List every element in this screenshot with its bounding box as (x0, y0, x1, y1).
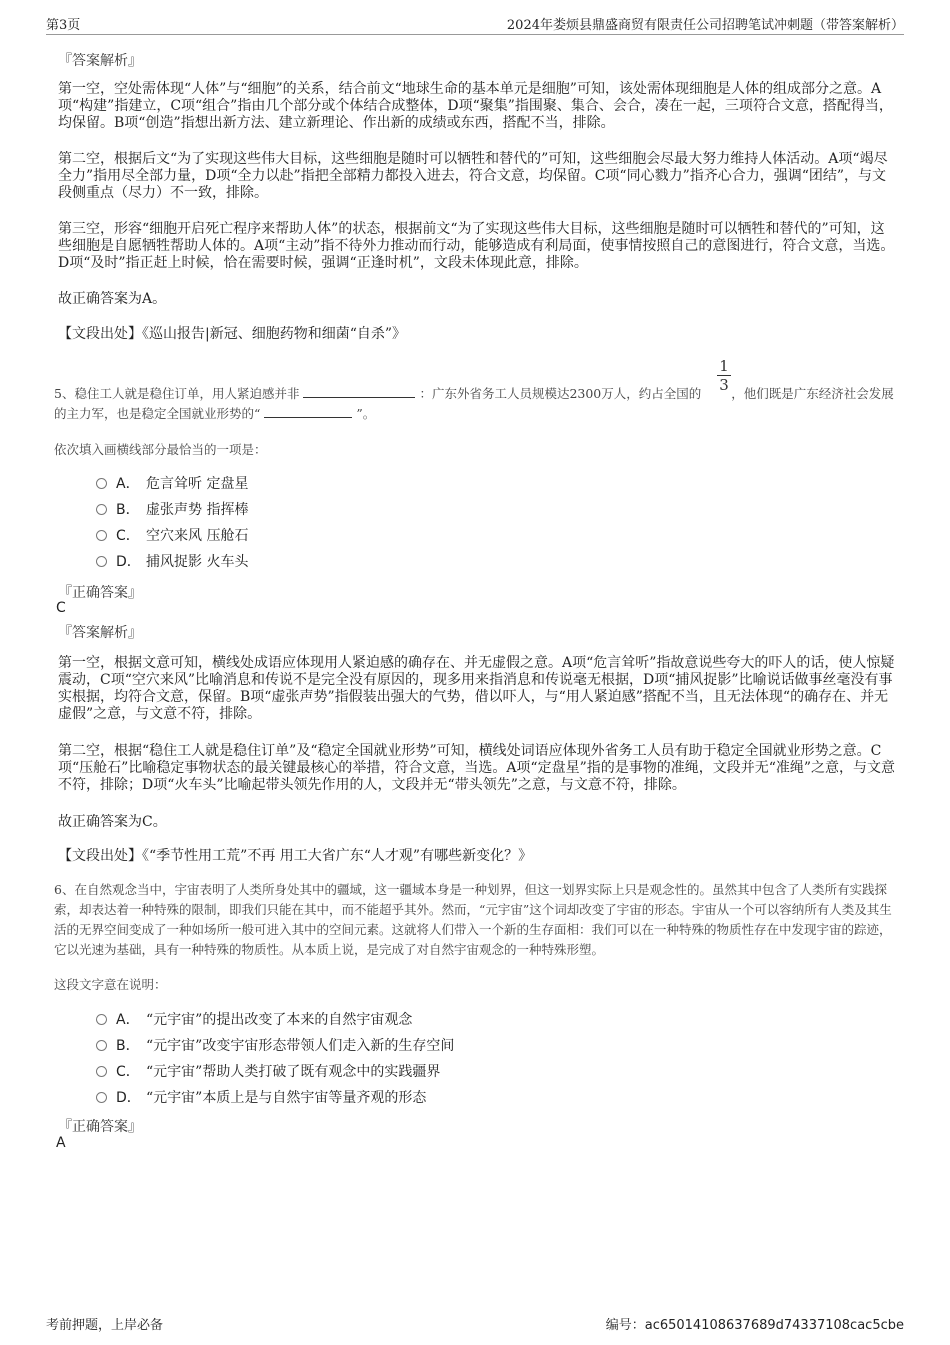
q4-analysis-para3: 第三空，形容“细胞开启死亡程序来帮助人体”的状态，根据前文“为了实现这些伟大目标，这些细胞是随时可以牺牲和替代的”可知，这些细胞是自愿牺牲帮助人体的。A项“主动”指不待外力推动而行动，能够造成有利局面，使事情按照自己的意图进行，符合文意，当选。D项“及时”指正赶上时候，恰在需要时候，强调“正逢时机”，文段未体现此意，排除。 (58, 221, 895, 271)
q5-source: 【文段出处】《“季节性用工荒”不再 用工大省广东“人才观”有哪些新变化？》 (58, 848, 533, 864)
q5-stem-part4: ”。 (356, 406, 376, 421)
document-title: 2024年娄烦县鼎盛商贸有限责任公司招聘笔试冲刺题（带答案解析） (506, 18, 904, 33)
q5-analysis-label: 『答案解析』 (58, 625, 142, 641)
footer-code-label: 编号： (605, 1318, 645, 1333)
q6-answer: A (56, 1135, 66, 1151)
q4-analysis-label: 『答案解析』 (58, 53, 142, 69)
q4-conclusion: 故正确答案为A。 (58, 291, 167, 307)
q5-stem-part3: ，他们既是广东经济社会发展的主力军，也是稳定全国就业形势的“ (54, 386, 894, 421)
q5-option-d[interactable]: D． 捕风捉影 火车头 (96, 549, 248, 575)
q6-option-d[interactable]: D． “元宇宙”本质上是与自然宇宙等量齐观的形态 (96, 1085, 454, 1111)
q5-answer-label: 『正确答案』 (58, 585, 142, 601)
q5-blank-1 (303, 385, 415, 398)
q5-option-b[interactable]: B． 虚张声势 指挥棒 (96, 497, 248, 523)
q6-options (96, 1007, 454, 1111)
q6-answer-label: 『正确答案』 (58, 1119, 142, 1135)
fraction-denominator: 3 (719, 376, 729, 394)
radio-icon[interactable] (96, 556, 107, 567)
footer-code-value: ac65014108637689d74337108cac5cbe (644, 1318, 904, 1333)
q5-option-c[interactable]: C． 空穴来风 压舱石 (96, 523, 248, 549)
page-header (46, 12, 904, 35)
q5-stem-part2: ：广东外省务工人员规模达2300万人，约占全国的 (419, 386, 702, 401)
q5-stem (54, 384, 900, 424)
radio-icon[interactable] (96, 504, 107, 515)
q6-option-c[interactable]: C． “元宇宙”帮助人类打破了既有观念中的实践疆界 (96, 1059, 454, 1085)
q5-blank-2 (264, 405, 352, 418)
fraction-numerator: 1 (719, 357, 729, 375)
q4-analysis-para1: 第一空，空处需体现“人体”与“细胞”的关系，结合前文“地球生命的基本单元是细胞”可知，该处需体现细胞是人体的组成部分之意。A项“构建”指建立，C项“组合”指由几个部分或个体结合成整体，D项“聚集”指围聚、集合、会合，凑在一起，三项符合文意，搭配得当，均保留。B项“创造”指想出新方法、建立新理论、作出新的成绩或东西，搭配不当，排除。 (58, 81, 893, 131)
q5-analysis-para1: 第一空，根据文意可知，横线处成语应体现用人紧迫感的确存在、并无虚假之意。A项“危言耸听”指故意说些夸大的吓人的话，使人惊疑震动，C项“空穴来风”比喻消息和传说不是完全没有原因的，现多用来指消息和传说毫无根据，D项“捕风捉影”比喻说话做事丝毫没有事实根据，均符合文意，保留。B项“虚张声势”指假装出强大的气势，借以吓人，与“用人紧迫感”搭配不当，且无法体现“的确存在、并无虚假”之意，与文意不符，排除。 (58, 655, 895, 722)
radio-icon[interactable] (96, 530, 107, 541)
q6-prompt: 这段文字意在说明： (54, 977, 167, 992)
q4-source: 【文段出处】《巡山报告|新冠、细胞药物和细菌“自杀”》 (58, 326, 407, 342)
q5-option-a[interactable]: A． 危言耸听 定盘星 (96, 471, 248, 497)
radio-icon[interactable] (96, 1066, 107, 1077)
q5-options (96, 471, 248, 575)
radio-icon[interactable] (96, 1014, 107, 1025)
q5-analysis-para2: 第二空，根据“稳住工人就是稳住订单”及“稳定全国就业形势”可知，横线处词语应体现外省务工人员有助于稳定全国就业形势之意。C项“压舱石”比喻稳定事物状态的最关键最核心的举措，符合文意，当选。A项“定盘星”指的是事物的准绳，文段并无“准绳”之意，与文意不符，排除；D项“火车头”比喻起带头领先作用的人，文段并无“带头领先”之意，与文意不符，排除。 (58, 743, 896, 793)
q6-stem: 6、在自然观念当中，宇宙表明了人类所身处其中的疆域，这一疆域本身是一种划界，但这一划界实际上只是观念性的。虽然其中包含了人类所有实践探索，却表达着一种特殊的限制，即我们只能在其中，而不能超乎其外。然而，“元宇宙”这个词却改变了宇宙的形态。宇宙从一个可以容纳所有人类及其生活的无界空间变成了一种如场所一般可进入其中的空间元素。这就将人们带入一个新的生存面相：我们可以在一种特殊的物质性存在中发现宇宙的踪迹，它以光速为基础，具有一种特殊的物质性。从本质上说，是完成了对自然宇宙观念的一种特殊形塑。 (54, 882, 892, 957)
q5-answer: C (56, 600, 66, 616)
footer-slogan: 考前押题，上岸必备 (46, 1318, 164, 1333)
radio-icon[interactable] (96, 1092, 107, 1103)
q5-prompt: 依次填入画横线部分最恰当的一项是： (54, 442, 267, 457)
q5-stem-part1: 5、稳住工人就是稳住订单，用人紧迫感并非 (54, 386, 300, 401)
q4-analysis-para2: 第二空，根据后文“为了实现这些伟大目标，这些细胞是随时可以牺牲和替代的”可知，这些细胞会尽最大努力维持人体活动。A项“竭尽全力”指用尽全部力量，D项“全力以赴”指把全部精力都投入进去，符合文意，均保留。C项“同心戮力”指齐心合力，强调“团结”，与文段侧重点（尽力）不一致，排除。 (58, 151, 888, 201)
q5-conclusion: 故正确答案为C。 (58, 814, 167, 830)
q6-option-a[interactable]: A． “元宇宙”的提出改变了本来的自然宇宙观念 (96, 1007, 454, 1033)
q6-option-b[interactable]: B． “元宇宙”改变宇宙形态带领人们走入新的生存空间 (96, 1033, 454, 1059)
radio-icon[interactable] (96, 1040, 107, 1051)
footer-code (606, 1314, 904, 1333)
radio-icon[interactable] (96, 478, 107, 489)
page-number: 第3页 (46, 18, 81, 33)
